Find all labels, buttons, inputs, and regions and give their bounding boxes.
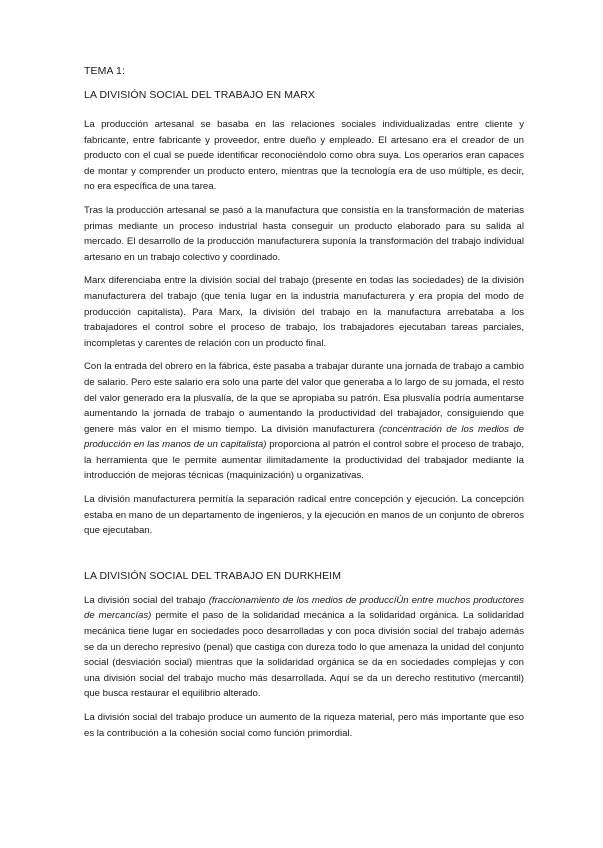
paragraph-worker-factory [84,359,524,484]
paragraph-social-cohesion: La división social del trabajo produce un aumento de la riqueza material, pero más importante que eso es la contribución a la cohesión social como función primordial. [84,712,524,739]
paragraph-solidarity [84,593,524,702]
paragraph-manufacture: Tras la producción artesanal se pasó a la manufactura que consistía en la transformación de materias primas mediante un proceso industrial hasta conseguir un producto elaborado para su salida al mercado. El desarrollo de la producción manufacturera suponía la transformación del trabajo individual artesano en un trabajo colectivo y coordinado. [84,204,524,263]
section-title-marx: LA DIVISIÓN SOCIAL DEL TRABAJO EN MARX [84,89,315,101]
paragraph-artisan-production: La producción artesanal se basaba en las relaciones sociales individualizadas entre cliente y fabricante, entre fabricante y proveedor, entre dueño y empleado. El artesano era el creador de un producto con el cual se puede identificar reconociéndolo como obra suya. Los operarios eran capaces de montar y comprender un producto entero, mientras que la tecnología era de uso múltiple, es decir, no era específica de una tarea. [84,119,524,193]
paragraph-solidarity-italic: (fraccionamiento de los medios de produccíÙn entre muchos productores de mercancías) [84,594,524,622]
paragraph-worker-factory-italic: (concentración de los medios de producción en las manos de un capitalista) [84,423,524,451]
paragraph-worker-factory-end: proporciona al patrón el control sobre el proceso de trabajo, la herramienta que le permite aumentar ilimitadamente la productividad del trabajador mediante la introducción de mejoras técnicas (maquinización) u organizativas. [84,439,524,482]
paragraph-solidarity-start: La división social del trabajo [84,594,209,606]
paragraph-solidarity-end: permite el paso de la solidaridad mecánica a la solidaridad orgánica. La solidaridad mecánica tiene lugar en sociedades poco desarrolladas y con poca división social del trabajo además se da un derecho represivo (penal) que castiga con dureza todo lo que amenaza la unidad del conjunto social (desviación social) mientras que la solidaridad orgánica se da en sociedades complejas y con una división social del trabajo mucho más desarrollada. Aquí se da un derecho restitutivo (mercantil) que busca restaurar el equilibrio alterado. [84,610,525,700]
paragraph-marx-division: Marx diferenciaba entre la división social del trabajo (presente en todas las sociedades) de la división manufacturera del trabajo (que tenía lugar en la industria manufacturera y era propia del modo de producción capitalista). Para Marx, la división del trabajo en la manufactura arrebataba a los trabajadores el control sobre el proceso de trabajo, los trabajadores ejecutaban tareas parciales, incompletas y carentes de relación con un producto final. [84,275,524,349]
paragraph-worker-factory-start: Con la entrada del obrero en la fábrica, éste pasaba a trabajar durante una jornada de trabajo a cambio de salario. Pero este salario era solo una parte del valor que generaba a lo largo de su jornada, el resto del valor generado era la plusvalía, de la que se apropiaba su patrón. Esa plusvalía podría aumentarse aumentando la jornada de trabajo o aumentando la productividad del trabajador, consiguiendo que genere más valor en el mismo tiempo. La división manufacturera [84,361,525,435]
section-title-durkheim: LA DIVISIÓN SOCIAL DEL TRABAJO EN DURKHEIM [84,569,342,582]
paragraph-conception-execution: La división manufacturera permitía la separación radical entre concepción y ejecución. La concepción estaba en mano de un departamento de ingenieros, y la ejecución en manos de un conjunto de obreros que ejecutaban. [84,494,525,537]
document-body [84,62,524,749]
topic-label: TEMA 1: [84,65,125,77]
